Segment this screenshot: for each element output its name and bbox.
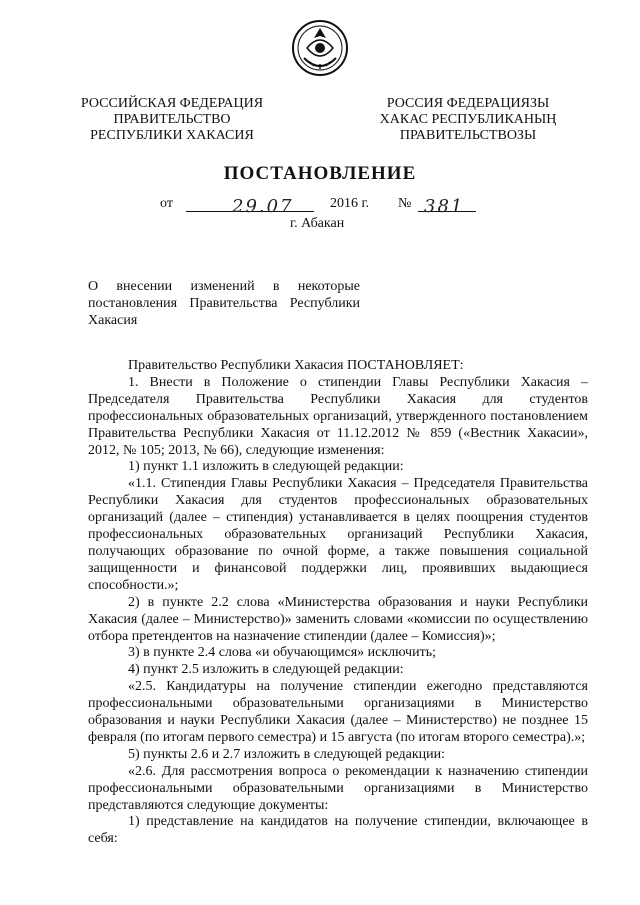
document-subject bbox=[88, 278, 360, 329]
number-handwritten: 381 bbox=[424, 196, 465, 217]
body-paragraph: 1. Внести в Положение о стипендии Главы Республики Хакасия – Председателя Правительства Республики Хакасия для студентов профессиональных образовательных организаций, утвержденного постановлением Правительства Республики Хакасия от 11.12.2012 № 859 («Вестник Хакасии», 2012, № 105; 2013, № 66), следующие изменения: bbox=[88, 374, 588, 458]
subject-line: постановления Правительства Республики bbox=[88, 296, 360, 311]
body-paragraph: 1) пункт 1.1 изложить в следующей редакции: bbox=[128, 459, 404, 475]
subject-line: Хакасия bbox=[88, 313, 138, 328]
city-label: г. Абакан bbox=[290, 216, 345, 231]
body-paragraph: 1) представление на кандидатов на получение стипендии, включающее в себя: bbox=[88, 814, 588, 847]
body-paragraph: «1.1. Стипендия Главы Республики Хакасия – Председателя Правительства Республики Хакасия для студентов профессиональных образовательных организаций (далее – стипендия) устанавливается в целях поощрения студентов профессиональных образовательных организаций Республики Хакасия, получающих образование по очной форме, а также повышения социальной защищенности и финансовой поддержки лиц, проявивших выдающиеся способности.»; bbox=[88, 476, 588, 593]
from-label: от bbox=[160, 196, 173, 211]
body-paragraph: «2.6. Для рассмотрения вопроса о рекомендации к назначению стипендии профессиональными образовательными организациями в Министерство представляются следующие документы: bbox=[88, 763, 588, 813]
dateline bbox=[160, 196, 490, 216]
body-paragraph: 2) в пункте 2.2 слова «Министерства образования и науки Республики Хакасия (далее – Министерство)» заменить словами «комиссии по осуществлению отбора претендентов на назначение стипендии (далее – Комиссия)»; bbox=[88, 594, 588, 644]
body-paragraph: «2.5. Кандидатуры на получение стипендии ежегодно представляются профессиональными образовательными организациями в Министерство образования и науки Республики Хакасия (далее – Министерство) не позднее 15 февраля (по итогам первого семестра) и 15 августа (по итогам второго семестра).»; bbox=[88, 679, 588, 745]
emblem-icon bbox=[290, 18, 350, 78]
header-right-line: РОССИЯ ФЕДЕРАЦИЯЗЫ bbox=[386, 96, 550, 111]
body-paragraph: 5) пункты 2.6 и 2.7 изложить в следующей редакции: bbox=[128, 746, 446, 762]
subject-line: О внесении изменений в некоторые bbox=[88, 279, 360, 294]
header-left-line: ПРАВИТЕЛЬСТВО bbox=[113, 112, 231, 127]
coat-of-arms-emblem bbox=[290, 18, 350, 78]
header-left bbox=[62, 96, 282, 144]
body-paragraph: 3) в пункте 2.4 слова «и обучающимся» исключить; bbox=[128, 645, 436, 661]
header-right-line: ПРАВИТЕЛЬСТВОЗЫ bbox=[399, 128, 537, 143]
document-title: ПОСТАНОВЛЕНИЕ bbox=[223, 163, 417, 184]
header-right-line: ХАКАС РЕСПУБЛИКАНЫҢ bbox=[379, 112, 557, 127]
number-label: № bbox=[398, 196, 412, 211]
date-handwritten: 29.07 bbox=[232, 196, 294, 217]
header-left-line: РОССИЙСКАЯ ФЕДЕРАЦИЯ bbox=[80, 96, 264, 111]
year-label: 2016 г. bbox=[330, 196, 370, 211]
document-body bbox=[88, 358, 588, 848]
header-right bbox=[358, 96, 578, 144]
body-paragraph: Правительство Республики Хакасия ПОСТАНОВЛЯЕТ: bbox=[128, 358, 464, 373]
body-paragraph: 4) пункт 2.5 изложить в следующей редакции: bbox=[128, 662, 404, 678]
header-left-line: РЕСПУБЛИКИ ХАКАСИЯ bbox=[90, 128, 254, 143]
